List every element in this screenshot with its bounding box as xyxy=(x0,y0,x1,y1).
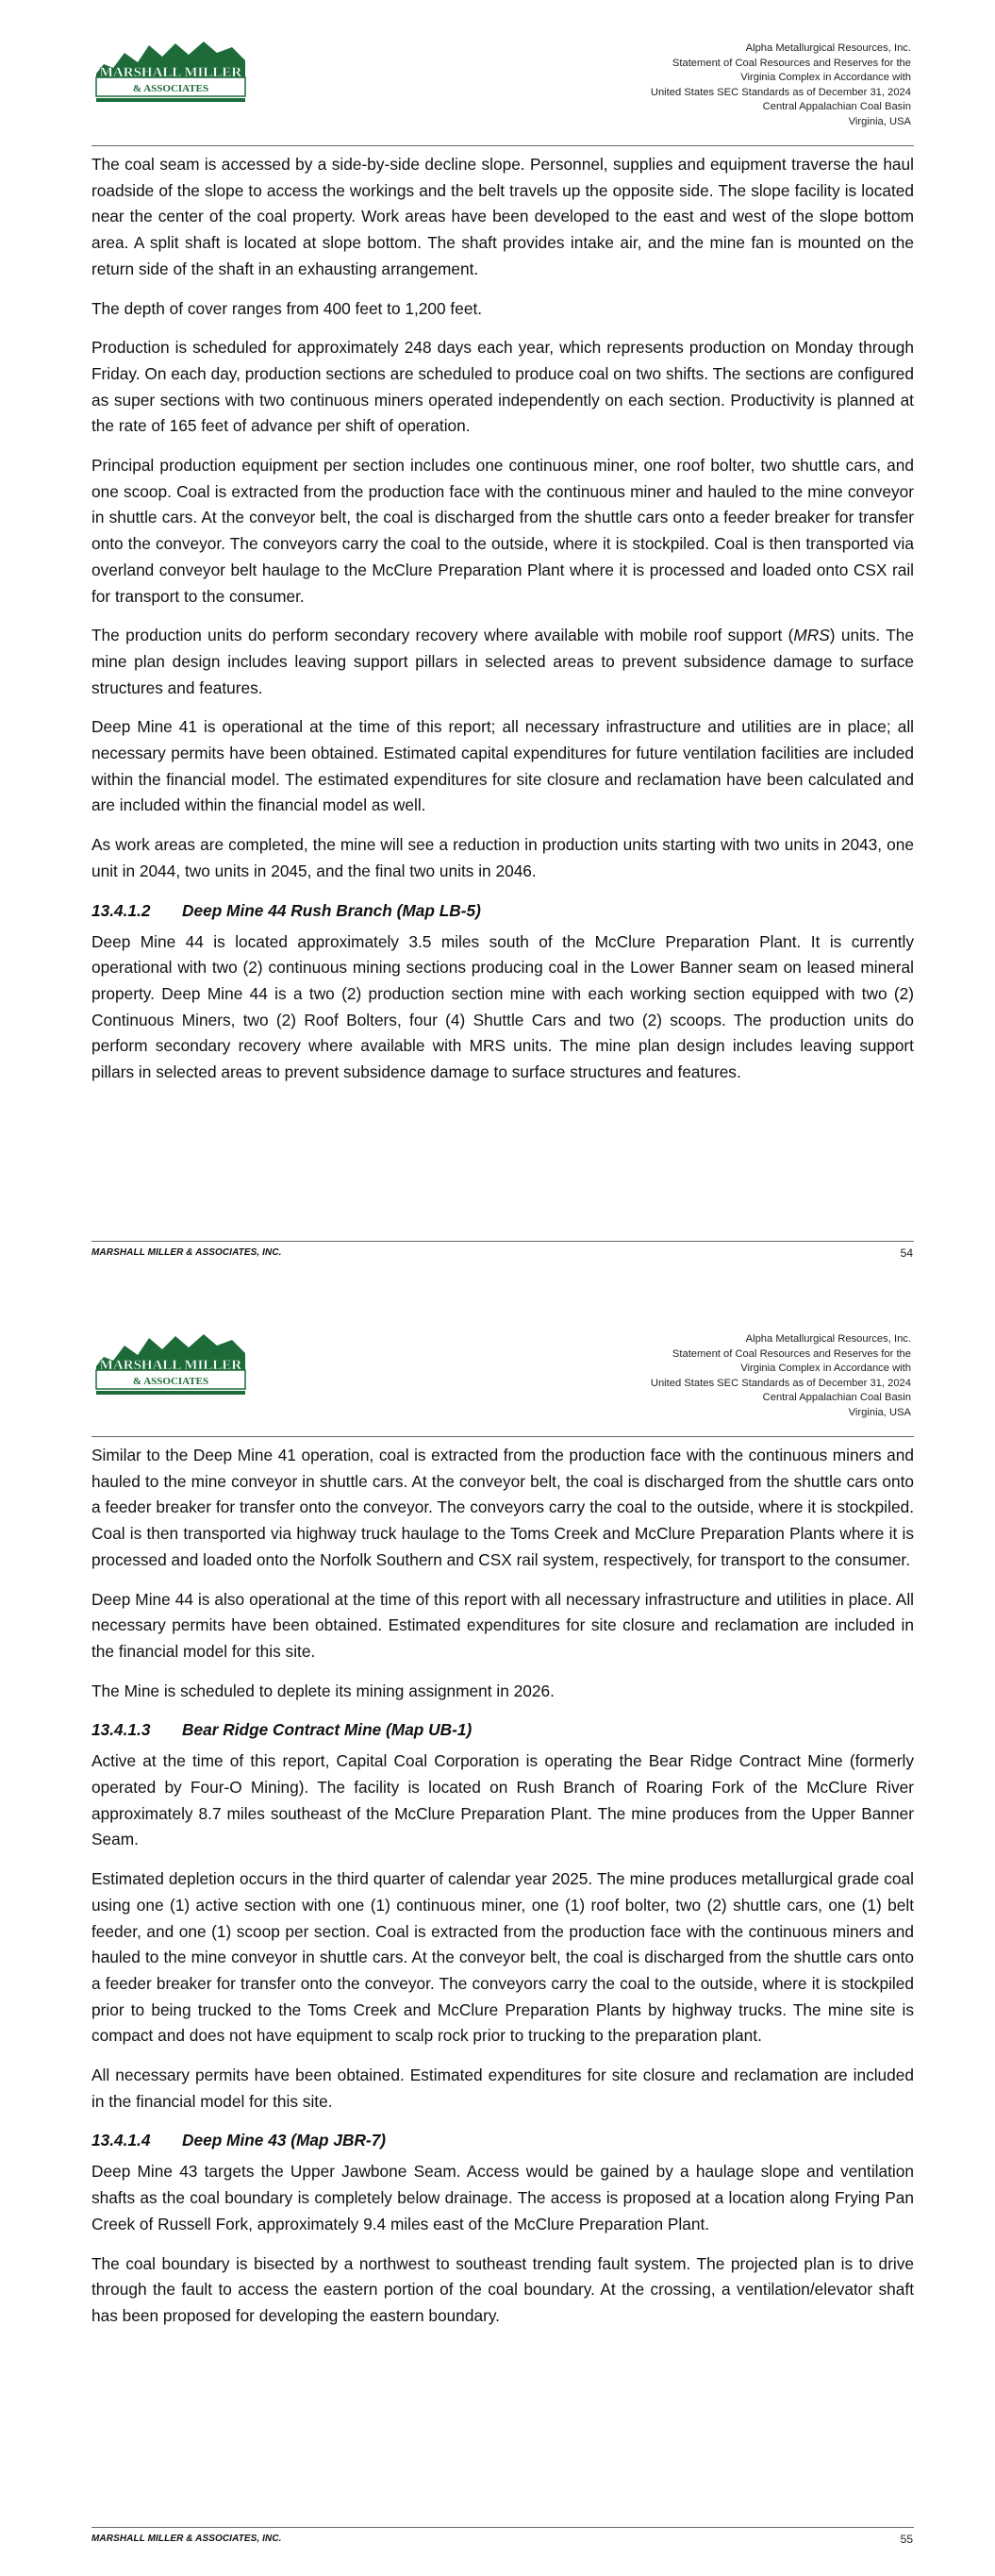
header-line: Statement of Coal Resources and Reserves for the xyxy=(672,1347,911,1360)
paragraph: Deep Mine 41 is operational at the time of this report; all necessary infrastructure and utilities are in place; all necessary permits have been obtained. Estimated capital expenditures for future ventilation facilities are included within the financial model. The estimated expenditures for site closure and reclamation have been calculated and are included within the financial model as well. xyxy=(91,717,914,815)
text-run: The production units do perform secondary recovery where available with mobile roof support ( xyxy=(91,626,794,645)
section-heading xyxy=(91,1717,914,1743)
logo-associates-text: & ASSOCIATES xyxy=(132,1376,209,1387)
paragraph: The coal boundary is bisected by a northwest to southeast trending fault system. The projected plan is to drive through the fault to access the eastern portion of the coal boundary. At the crossing, a ventilation/elevator shaft has been proposed for developing the eastern boundary. xyxy=(91,2253,914,2325)
text-run: ) units. The mine plan design includes leaving support pillars in selected areas to prevent subsidence damage to surface structures and features. xyxy=(91,626,914,697)
page-number: 54 xyxy=(900,1246,913,1260)
header-line: Virginia Complex in Accordance with xyxy=(740,72,911,83)
header-line: United States SEC Standards as of December 31, 2024 xyxy=(650,1377,911,1389)
text-run-italic: MRS xyxy=(793,626,830,645)
header-divider xyxy=(91,145,914,146)
paragraph: Active at the time of this report, Capital Coal Corporation is operating the Bear Ridge Contract Mine (formerly operated by Four-O Mining). The facility is located on Rush Branch of Roaring Fork of the McClure River approximately 8.7 miles southeast of the McClure Preparation Plant. The mine produces from the Upper Banner Seam. xyxy=(91,1751,914,1849)
footer-company: MARSHALL MILLER & ASSOCIATES, INC. xyxy=(91,1247,282,1258)
header-line: Virginia, USA xyxy=(848,115,911,127)
paragraph xyxy=(91,623,914,701)
report-header xyxy=(651,1332,911,1420)
header-line: Central Appalachian Coal Basin xyxy=(762,101,911,112)
header-line: Virginia, USA xyxy=(848,1406,911,1418)
section-number: 13.4.1.3 xyxy=(91,1720,151,1740)
paragraph: As work areas are completed, the mine will see a reduction in production units starting with two units in 2043, one unit in 2044, two units in 2045, and the final two units in 2046. xyxy=(91,835,914,880)
header-line: Statement of Coal Resources and Reserves for the xyxy=(672,57,911,69)
logo-name-text: MARSHALL MILLER xyxy=(99,65,242,80)
paragraph: All necessary permits have been obtained. Estimated expenditures for site closure and reclamation are included in the financial model for this site. xyxy=(91,2066,914,2111)
header-line: Virginia Complex in Accordance with xyxy=(740,1363,911,1374)
page-number: 55 xyxy=(900,2533,913,2546)
paragraph: Deep Mine 44 is located approximately 3.5 miles south of the McClure Preparation Plant. It is currently operational with two (2) continuous mining sections producing coal in the Lower Banner seam on leased mineral property. Deep Mine 44 is a two (2) production section mine with each working section equipped with two (2) Continuous Miners, two (2) Roof Bolters, four (4) Shuttle Cars and two (2) scoops. The production units do perform secondary recovery where available with MRS units. The mine plan design includes leaving support pillars in selected areas to prevent subsidence damage to surface structures and features. xyxy=(91,931,914,1082)
footer-divider xyxy=(91,1241,914,1242)
company-logo xyxy=(94,1329,247,1400)
report-header xyxy=(651,42,911,129)
header-divider xyxy=(91,1436,914,1437)
page-body xyxy=(91,152,914,1099)
report-page xyxy=(0,1293,995,2576)
section-title: Bear Ridge Contract Mine (Map UB-1) xyxy=(182,1720,473,1740)
company-logo xyxy=(94,36,247,108)
paragraph: Production is scheduled for approximately 248 days each year, which represents production on Monday through Friday. On each day, production sections are scheduled to produce coal on two shifts. The sections are configured as super sections with two continuous miners operated independently on each section. Productivity is planned at the rate of 165 feet of advance per shift of operation. xyxy=(91,338,914,436)
paragraph: Estimated depletion occurs in the third quarter of calendar year 2025. The mine produces metallurgical grade coal using one (1) active section with one (1) continuous miner, one (1) roof bolter, two (2) shuttle cars, one (1) belt feeder, and one (1) scoop per section. Coal is extracted from the production face with the continuous miners and hauled to the mine conveyor in shuttle cars. At the conveyor belt, the coal is discharged from the shuttle cars onto a feeder breaker for transfer onto the conveyor. The conveyors carry the coal to the outside, where it is stockpiled prior to being trucked to the Toms Creek and McClure Preparation Plants by highway trucks. The mine site is compact and does not have equipment to scalp rock prior to trucking to the preparation plant. xyxy=(91,1869,914,2046)
logo-name-text: MARSHALL MILLER xyxy=(99,1358,242,1373)
section-title: Deep Mine 44 Rush Branch (Map LB-5) xyxy=(182,900,481,920)
section-number: 13.4.1.2 xyxy=(91,900,151,920)
paragraph: Similar to the Deep Mine 41 operation, coal is extracted from the production face with the continuous miners and hauled to the mine conveyor in shuttle cars. At the conveyor belt, the coal is discharged from the shuttle cars onto a feeder breaker for transfer onto the conveyor. The conveyors carry the coal to the outside, where it is stockpiled. Coal is then transported via highway truck haulage to the Toms Creek and McClure Preparation Plants where it is processed and loaded onto the Norfolk Southern and CSX rail system, respectively, for transport to the consumer. xyxy=(91,1446,914,1569)
footer-company: MARSHALL MILLER & ASSOCIATES, INC. xyxy=(91,2534,282,2544)
section-heading xyxy=(91,898,914,924)
footer-divider xyxy=(91,2527,914,2528)
paragraph: Deep Mine 43 targets the Upper Jawbone Seam. Access would be gained by a haulage slope and ventilation shafts as the coal boundary is completely below drainage. The access is proposed at a location along Frying Pan Creek of Russell Fork, approximately 9.4 miles east of the McClure Preparation Plant. xyxy=(91,2162,914,2233)
paragraph: The depth of cover ranges from 400 feet to 1,200 feet. xyxy=(91,298,483,318)
page-body xyxy=(91,1443,914,2343)
paragraph: The coal seam is accessed by a side-by-side decline slope. Personnel, supplies and equipment traverse the haul roadside of the slope to access the workings and the belt travels up the opposite side. The slope facility is located near the center of the coal property. Work areas have been developed to the east and west of the slope bottom area. A split shaft is located at slope bottom. The shaft provides intake air, and the mine fan is mounted on the return side of the shaft in an exhausting arrangement. xyxy=(91,155,914,278)
section-heading xyxy=(91,2128,914,2153)
header-line: United States SEC Standards as of December 31, 2024 xyxy=(650,86,911,98)
logo-associates-text: & ASSOCIATES xyxy=(132,83,209,94)
section-number: 13.4.1.4 xyxy=(91,2131,151,2150)
header-line: Alpha Metallurgical Resources, Inc. xyxy=(745,42,911,54)
paragraph: Principal production equipment per section includes one continuous miner, one roof bolter, two shuttle cars, and one scoop. Coal is extracted from the production face with the continuous miner and hauled to the mine conveyor in shuttle cars. At the conveyor belt, the coal is discharged from the shuttle cars onto a feeder breaker for transfer onto the conveyor. The conveyors carry the coal to the outside, where it is stockpiled. Coal is then transported via overland conveyor belt haulage to the McClure Preparation Plant where it is processed and loaded onto CSX rail for transport to the consumer. xyxy=(91,456,914,606)
paragraph: The Mine is scheduled to deplete its mining assignment in 2026. xyxy=(91,1681,555,1700)
paragraph: Deep Mine 44 is also operational at the time of this report with all necessary infrastructure and utilities in place. All necessary permits have been obtained. Estimated expenditures for site closure and reclamation are included in the financial model for this site. xyxy=(91,1589,914,1661)
header-line: Central Appalachian Coal Basin xyxy=(762,1392,911,1403)
header-line: Alpha Metallurgical Resources, Inc. xyxy=(745,1333,911,1345)
section-title: Deep Mine 43 (Map JBR-7) xyxy=(182,2131,387,2150)
